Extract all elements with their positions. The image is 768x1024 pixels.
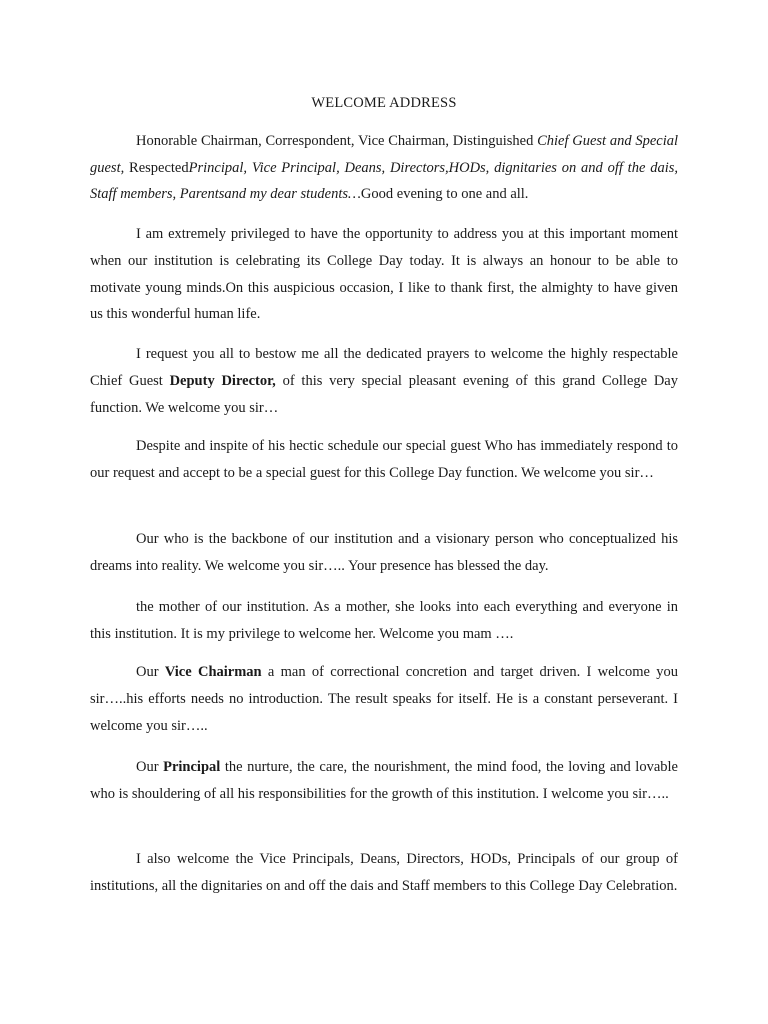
chief-guest-rest: of this very special pleasant evening of this grand College Day function. We welcome you sir… <box>90 372 678 416</box>
paragraph-chief-guest <box>90 341 678 421</box>
paragraph-privilege: I am extremely privileged to have the opportunity to address you at this important moment when our institution is celebrating its College Day today. It is always an honour to be able to motivate young minds.On this auspicious occasion, I like to thank first, the almighty to have given us this wonderful human life. <box>90 226 678 323</box>
salutation-respected: Respected <box>124 159 189 176</box>
salutation-guests: Chief Guest and Special guest, <box>90 133 679 176</box>
paragraph-vice-chairman <box>90 659 678 739</box>
principal-prefix: Our <box>136 759 164 775</box>
vice-chairman-text: a man of correctional concretion and target driven. I welcome you sir…..his efforts needs no introduction. The result speaks for itself. He is a constant perseverant. I welcome you sir….. <box>90 664 678 734</box>
paragraph-special-guest: Despite and inspite of his hectic schedule our special guest Who has immediately respond to our request and accept to be a special guest for this College Day function. We welcome you sir… <box>90 438 678 481</box>
document-title: WELCOME ADDRESS <box>311 95 457 111</box>
principal-text: the nurture, the care, the nourishment, the mind food, the loving and lovable who is shouldering of all his responsibilities for the growth of this institution. I welcome you sir….. <box>90 759 678 802</box>
salutation-greeting: Good evening to one and all. <box>360 186 529 202</box>
paragraph-mother: the mother of our institution. As a mother, she looks into each everything and everyone in this institution. It is my privilege to welcome her. Welcome you mam …. <box>90 599 678 642</box>
salutation-text: Honorable Chairman, Correspondent, Vice Chairman, Distinguished <box>136 133 538 149</box>
chief-guest-title: Deputy Director, <box>169 372 276 389</box>
paragraph-welcome-all: I also welcome the Vice Principals, Deans, Directors, HODs, Principals of our group of institutions, all the dignitaries on and off the dais and Staff members to this College Day Celebration. <box>90 851 678 894</box>
paragraph-backbone: Our who is the backbone of our institution and a visionary person who conceptualized his dreams into reality. We welcome you sir….. Your presence has blessed the day. <box>90 531 678 574</box>
principal-title: Principal <box>163 759 221 775</box>
vice-chairman-title: Vice Chairman <box>164 664 262 680</box>
paragraph-principal <box>90 754 678 808</box>
paragraph-salutation <box>90 128 678 208</box>
chief-guest-text: I request you all to bestow me all the dedicated prayers to welcome the highly respectable Chief Guest <box>90 346 678 389</box>
salutation-dignitaries: Principal, Vice Principal, Deans, Directors,HODs, dignitaries on and off the dais, Staff members, Parentsand my dear students… <box>90 159 678 202</box>
vice-chairman-prefix: Our <box>136 664 165 680</box>
